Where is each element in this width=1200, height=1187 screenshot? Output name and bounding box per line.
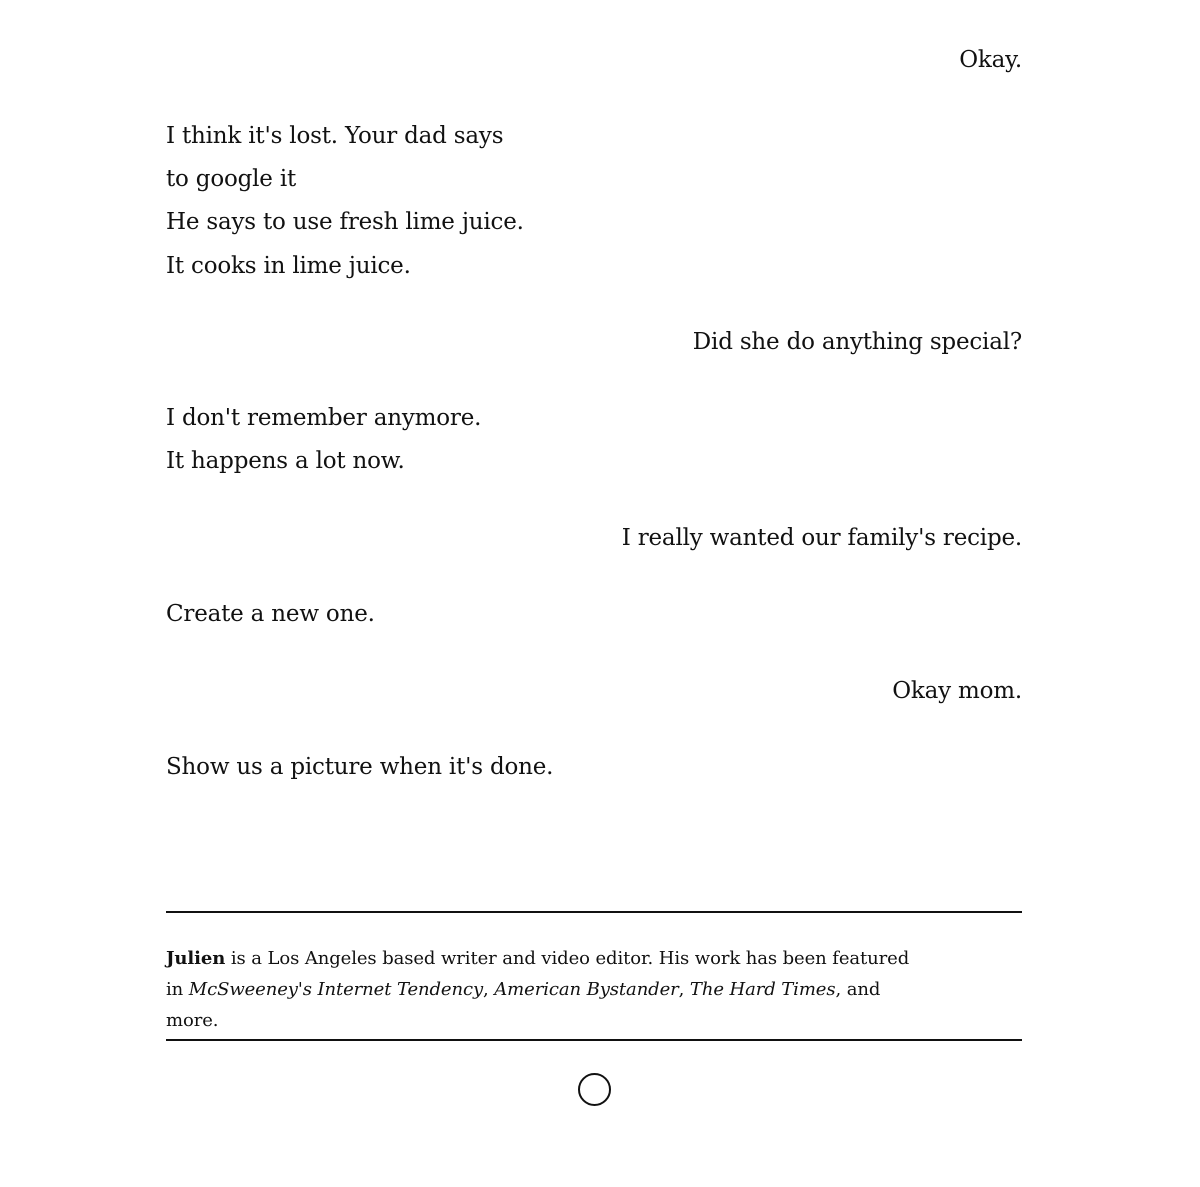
bio-line-1 — [166, 943, 926, 974]
bottom-divider — [166, 1039, 1022, 1041]
dialogue-line: It happens a lot now. — [166, 448, 405, 474]
bio-line-2 — [166, 974, 926, 1036]
dialogue-line: Okay mom. — [892, 678, 1022, 704]
dialogue-line: Did she do anything special? — [692, 329, 1022, 355]
dialogue-line: Show us a picture when it's done. — [166, 754, 554, 780]
dialogue-line: I really wanted our family's recipe. — [621, 525, 1022, 551]
dialogue-line: It cooks in lime juice. — [166, 253, 411, 279]
end-mark-circle-icon — [578, 1073, 611, 1106]
dialogue-line: I don't remember anymore. — [166, 405, 482, 431]
bio-text: is a Los Angeles based writer and video editor. His work has been featured — [225, 948, 910, 969]
dialogue-line: to google it — [166, 166, 297, 192]
bio-separator: , — [483, 979, 495, 1000]
dialogue-line: Create a new one. — [166, 601, 375, 627]
publication-title: American Bystander — [494, 979, 679, 1000]
bio-text: in — [166, 979, 189, 1000]
dialogue-line: He says to use fresh lime juice. — [166, 209, 524, 235]
dialogue-line: Okay. — [959, 47, 1022, 73]
publication-title: The Hard Times — [689, 979, 836, 1000]
dialogue-line: I think it's lost. Your dad says — [166, 123, 504, 149]
author-bio — [166, 943, 926, 1036]
bio-separator: , — [678, 979, 690, 1000]
author-name: Julien — [166, 948, 226, 969]
publication-title: McSweeney's Internet Tendency — [188, 979, 484, 1000]
top-divider — [166, 911, 1022, 913]
bio-text: , and more. — [166, 979, 881, 1031]
